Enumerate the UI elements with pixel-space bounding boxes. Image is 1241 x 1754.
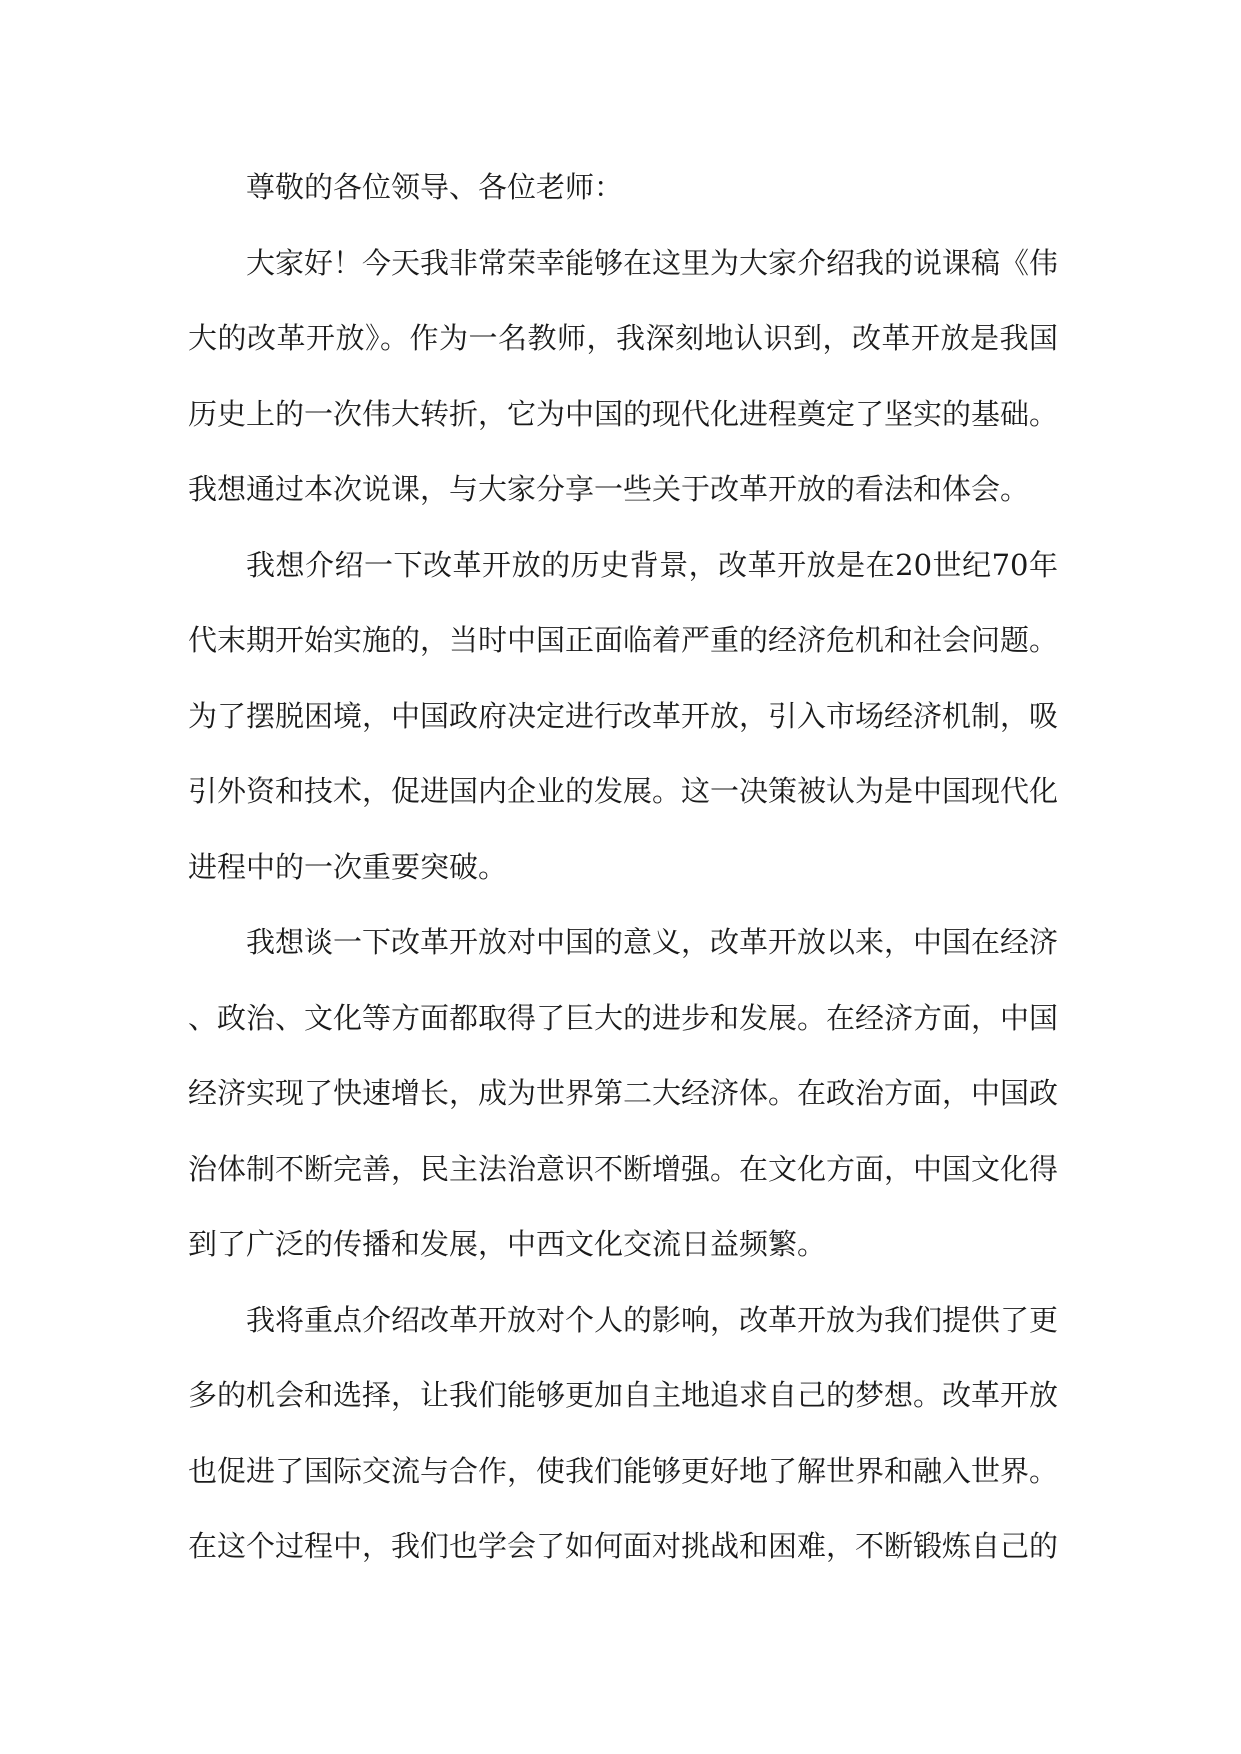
- document-body: [188, 150, 1058, 1585]
- paragraph-background: 我想介绍一下改革开放的历史背景，改革开放是在20世纪70年代末期开始实施的，当时中国正面临着严重的经济危机和社会问题。为了摆脱困境，中国政府决定进行改革开放，引入市场经济机制，吸引外资和技术，促进国内企业的发展。这一决策被认为是中国现代化进程中的一次重要突破。: [188, 547, 1059, 884]
- paragraph-personal-impact: 我将重点介绍改革开放对个人的影响，改革开放为我们提供了更多的机会和选择，让我们能够更加自主地追求自己的梦想。改革开放也促进了国际交流与合作，使我们能够更好地了解世界和融入世界。在这个过程中，我们也学会了如何面对挑战和困难，不断锻炼自己的: [188, 1302, 1059, 1563]
- paragraph-significance: 我想谈一下改革开放对中国的意义，改革开放以来，中国在经济、政治、文化等方面都取得了巨大的进步和发展。在经济方面，中国经济实现了快速增长，成为世界第二大经济体。在政治方面，中国政治体制不断完善，民主法治意识不断增强。在文化方面，中国文化得到了广泛的传播和发展，中西文化交流日益频繁。: [188, 925, 1059, 1261]
- greeting-line: 尊敬的各位领导、各位老师：: [246, 170, 624, 204]
- paragraph-intro: 大家好！今天我非常荣幸能够在这里为大家介绍我的说课稿《伟大的改革开放》。作为一名教师，我深刻地认识到，改革开放是我国历史上的一次伟大转折，它为中国的现代化进程奠定了坚实的基础。我想通过本次说课，与大家分享一些关于改革开放的看法和体会。: [188, 245, 1059, 506]
